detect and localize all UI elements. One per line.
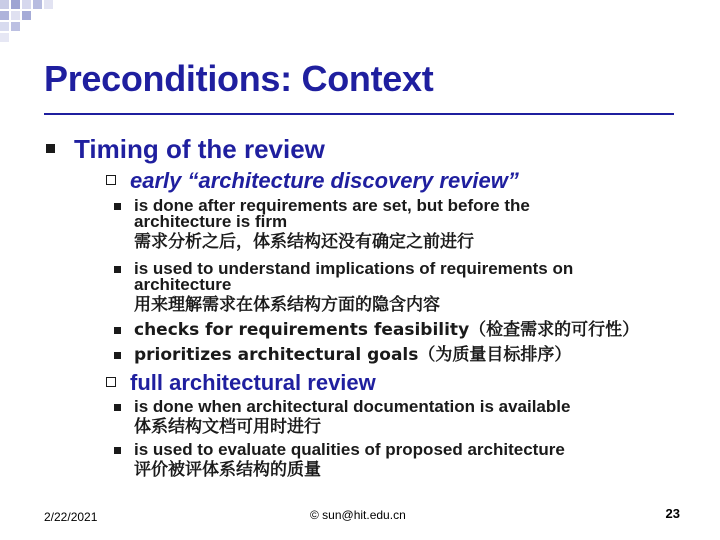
level3-bullet-icon: [114, 352, 121, 359]
level1-bullet-icon: [46, 144, 55, 153]
early-item-3: [134, 322, 639, 338]
level3-bullet-icon: [114, 203, 121, 210]
full-item-1: [134, 399, 570, 435]
level3-bullet-icon: [114, 266, 121, 273]
page-number: 23: [665, 506, 680, 521]
full-item-2-line-2: 评价被评体系结构的质量: [134, 460, 321, 480]
early-item-2-line-3: 用来理解需求在体系结构方面的隐含内容: [134, 295, 440, 315]
early-item-4-line-1: prioritizes architectural goals（为质量目标排序）: [134, 345, 572, 365]
early-item-1: [134, 198, 530, 250]
level2-early-label: early “architecture discovery review”: [130, 168, 519, 193]
early-item-2: [134, 261, 573, 313]
level2-bullet-icon: [106, 377, 116, 387]
level1-item-timing: Timing of the review: [74, 134, 325, 164]
early-item-1-line-2: architecture is firm: [134, 212, 288, 231]
corner-decoration: [0, 0, 60, 44]
level3-bullet-icon: [114, 327, 121, 334]
level3-bullet-icon: [114, 447, 121, 454]
early-item-2-line-1: is used to understand implications of requirements on: [134, 259, 574, 278]
level2-bullet-icon: [106, 175, 116, 185]
early-item-2-line-2: architecture: [134, 275, 232, 294]
slide-title: Preconditions: Context: [44, 58, 434, 99]
title-divider: [44, 113, 674, 115]
level3-bullet-icon: [114, 404, 121, 411]
early-item-1-line-3: 需求分析之后，体系结构还没有确定之前进行: [134, 232, 474, 252]
full-item-2: [134, 442, 565, 478]
level2-item-full: [130, 370, 376, 396]
full-item-1-line-1: is done when architectural documentation is available: [134, 397, 571, 416]
level2-full-label: full architectural review: [130, 370, 376, 395]
footer-contact: © sun@hit.edu.cn: [310, 508, 406, 522]
full-item-2-line-1: is used to evaluate qualities of proposed architecture: [134, 440, 565, 459]
level2-item-early: [130, 168, 519, 194]
full-item-1-line-2: 体系结构文档可用时进行: [134, 417, 321, 437]
early-item-1-line-1: is done after requirements are set, but before the: [134, 196, 530, 215]
early-item-3-line-1: checks for requirements feasibility（检查需求的可行性）: [134, 320, 640, 340]
early-item-4: [134, 347, 571, 363]
footer-date: 2/22/2021: [44, 510, 98, 524]
